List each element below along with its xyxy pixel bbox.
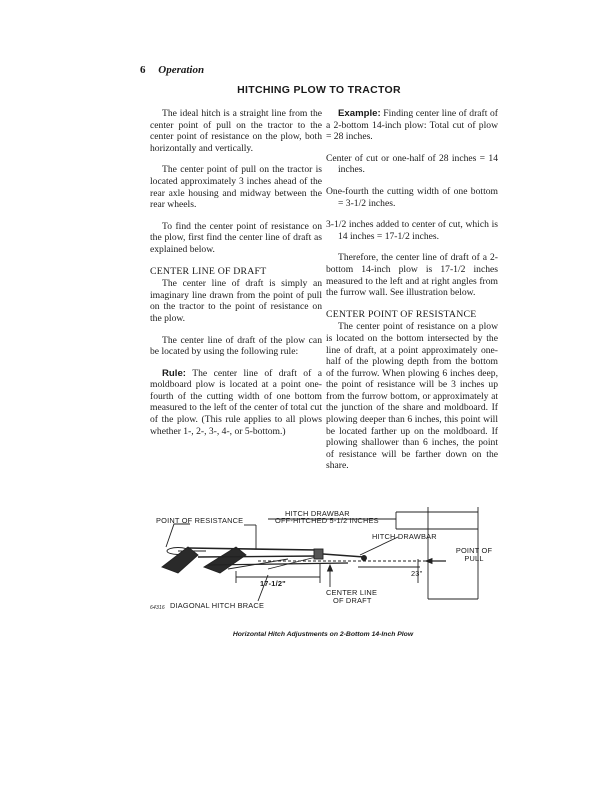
example-text: Finding center line of draft of a 2-bottom 14-inch plow: Total cut of plow = 28 inches. bbox=[326, 108, 498, 143]
paragraph-step-3: 3-1/2 inches added to center of cut, which is 14 inches = 17-1/2 inches. bbox=[326, 219, 498, 242]
label-figure-id: 64316 bbox=[150, 605, 165, 611]
section-name: Operation bbox=[158, 64, 205, 76]
paragraph-find-resistance: To find the center point of resistance on the plow, first find the center line of draft as explained below. bbox=[150, 220, 322, 255]
paragraph-line-of-draft: The center line of draft is simply an imaginary line drawn from the point of pull on the tractor to the point of resistance on the plow. bbox=[150, 278, 322, 324]
label-of-draft: OF DRAFT bbox=[333, 596, 372, 605]
label-off-hitched: OFF-HITCHED 5-1/2 INCHES bbox=[275, 516, 379, 525]
paragraph-center-of-pull: The center point of pull on the tractor is located approximately 3 inches ahead of the rear axle housing and midway between the rear wheels. bbox=[150, 164, 322, 211]
paragraph-step-2: One-fourth the cutting width of one bottom = 3-1/2 inches. bbox=[326, 185, 498, 209]
heading-center-point-of-resistance: CENTER POINT OF RESISTANCE bbox=[326, 308, 477, 320]
label-dim-23: 23" bbox=[411, 569, 423, 578]
paragraph-therefore: Therefore, the center line of draft of a 2-bottom 14-inch plow is 17-1/2 inches measured to the left and at right angles from the furrow wall. See illustration below. bbox=[326, 252, 498, 299]
plow-beam-lower bbox=[198, 556, 318, 557]
hitch-diagram bbox=[148, 507, 498, 627]
rule-text: The center line of draft of a moldboard plow is located at a point one-fourth of the cutting width of one bottom measured to the left of the center of total cut of the plow. (This rule applies to all plows whether 1-, 2-, 3-, 4-, or 5-bottom.) bbox=[150, 367, 322, 437]
paragraph-resistance: The center point of resistance on a plow is located on the bottom intersected by the line of draft, at a point approximately one-half of the plowing depth from the bottom of the furrow. When plowing 6 inches deep, the point of resistance will be 3 inches up from the furrow bottom, or approximately at the junction of the share and moldboard. If plowing deeper than 6 inches, this point will be located farther up on the moldboard. If plowing shallower than 6 inches, the point of resistance will be farther down on the share. bbox=[326, 321, 498, 472]
label-hitch-drawbar-offset: HITCH DRAWBAR bbox=[285, 509, 350, 518]
right-column bbox=[326, 108, 498, 482]
heading-center-line-of-draft: CENTER LINE OF DRAFT bbox=[150, 265, 267, 277]
rule-lead: Rule: bbox=[162, 367, 186, 379]
paragraph-ideal-hitch: The ideal hitch is a straight line from the center point of pull on the tractor to the center point of resistance on the plow, both horizontally and vertically. bbox=[150, 108, 322, 154]
figure-caption: Horizontal Hitch Adjustments on 2-Bottom 14-Inch Plow bbox=[232, 631, 414, 638]
example-lead: Example: bbox=[338, 108, 381, 119]
hitch-pin bbox=[362, 556, 367, 561]
resistance-leader-line bbox=[166, 524, 190, 547]
label-hitch-drawbar: HITCH DRAWBAR bbox=[372, 532, 437, 541]
paragraph-step-1: Center of cut or one-half of 28 inches = 14 inches. bbox=[326, 152, 498, 176]
page-number: 6 bbox=[140, 64, 146, 76]
paragraph-rule-intro: The center line of draft of the plow can be located by using the following rule: bbox=[150, 334, 322, 358]
plow-bottom-rear bbox=[204, 547, 246, 573]
label-center-line: CENTER LINE bbox=[326, 588, 378, 597]
label-dim-17-1-2: 17-1/2" bbox=[260, 579, 286, 588]
hitch-drawbar-bar bbox=[323, 554, 364, 557]
left-column bbox=[150, 108, 322, 447]
label-point-of-resistance: POINT OF RESISTANCE bbox=[156, 516, 244, 525]
paragraph-rule bbox=[150, 368, 322, 438]
page-title: HITCHING PLOW TO TRACTOR bbox=[237, 84, 401, 96]
plow-beam-upper bbox=[188, 548, 318, 550]
label-point-of-pull: POINT OF PULL bbox=[455, 546, 493, 563]
paragraph-example bbox=[326, 108, 498, 143]
running-head bbox=[140, 64, 204, 76]
hitch-clevis bbox=[314, 549, 323, 559]
label-diagonal-hitch-brace: DIAGONAL HITCH BRACE bbox=[170, 601, 265, 610]
